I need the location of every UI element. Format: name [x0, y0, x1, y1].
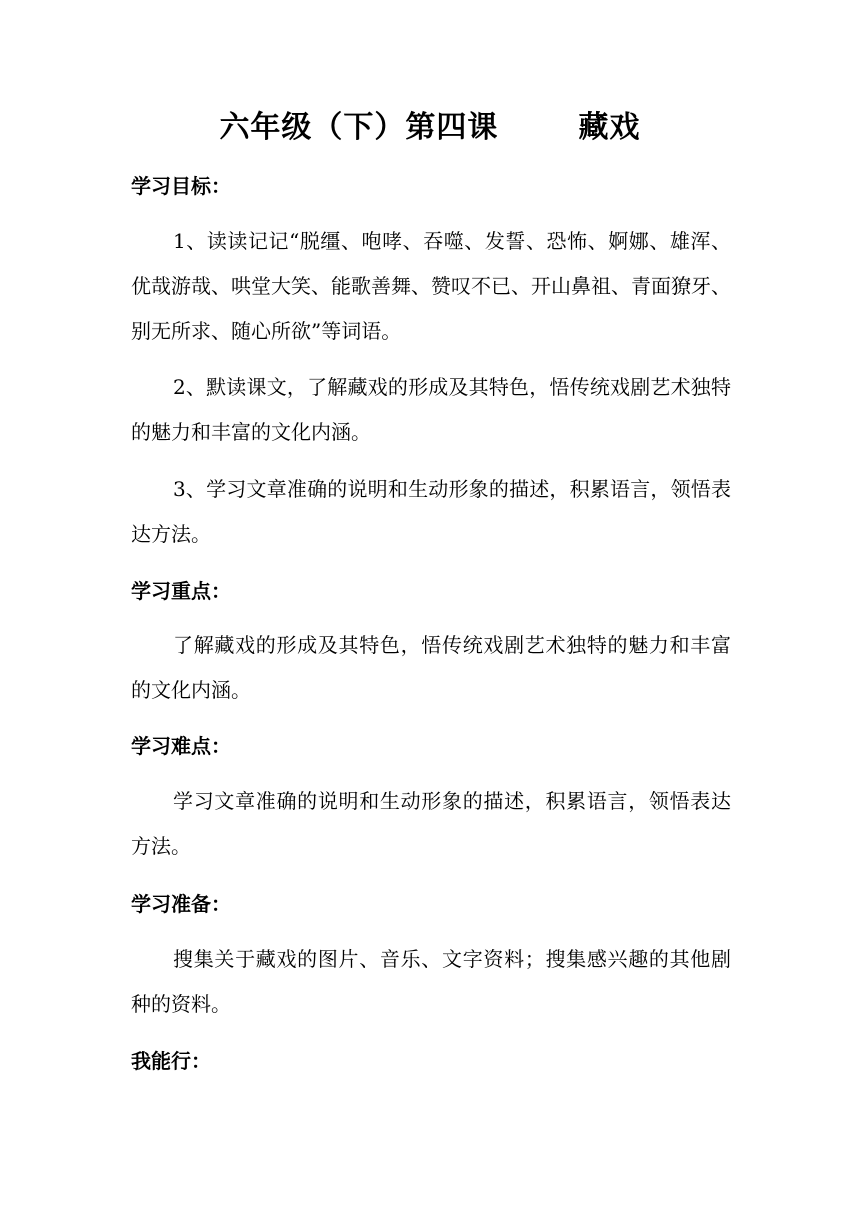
- section-heading-can-do: 我能行：: [131, 1049, 211, 1073]
- key-points-text: 了解藏戏的形成及其特色，悟传统戏剧艺术独特的魅力和丰富的文化内涵。: [131, 633, 731, 702]
- preparation-text: 搜集关于藏戏的图片、音乐、文字资料；搜集感兴趣的其他剧种的资料。: [131, 947, 731, 1016]
- learning-goal-3: 3、学习文章准确的说明和生动形象的描述，积累语言，领悟表达方法。: [131, 477, 731, 546]
- learning-goal-1: 1、读读记记“脱缰、咆哮、吞噬、发誓、恐怖、婀娜、雄浑、优哉游哉、哄堂大笑、能歌善舞、赞叹不已、开山鼻祖、青面獠牙、别无所求、随心所欲”等词语。: [131, 229, 731, 343]
- section-heading-key-points: 学习重点：: [131, 579, 231, 603]
- section-heading-preparation: 学习准备：: [131, 892, 231, 916]
- section-heading-learning-goals: 学习目标：: [131, 174, 231, 198]
- difficulties-text: 学习文章准确的说明和生动形象的描述，积累语言，领悟表达方法。: [131, 789, 731, 858]
- learning-goal-2: 2、默读课文，了解藏戏的形成及其特色，悟传统戏剧艺术独特的魅力和丰富的文化内涵。: [131, 375, 731, 444]
- section-heading-difficulties: 学习难点：: [131, 734, 231, 758]
- page-title: 六年级（下）第四课 藏戏: [219, 110, 641, 145]
